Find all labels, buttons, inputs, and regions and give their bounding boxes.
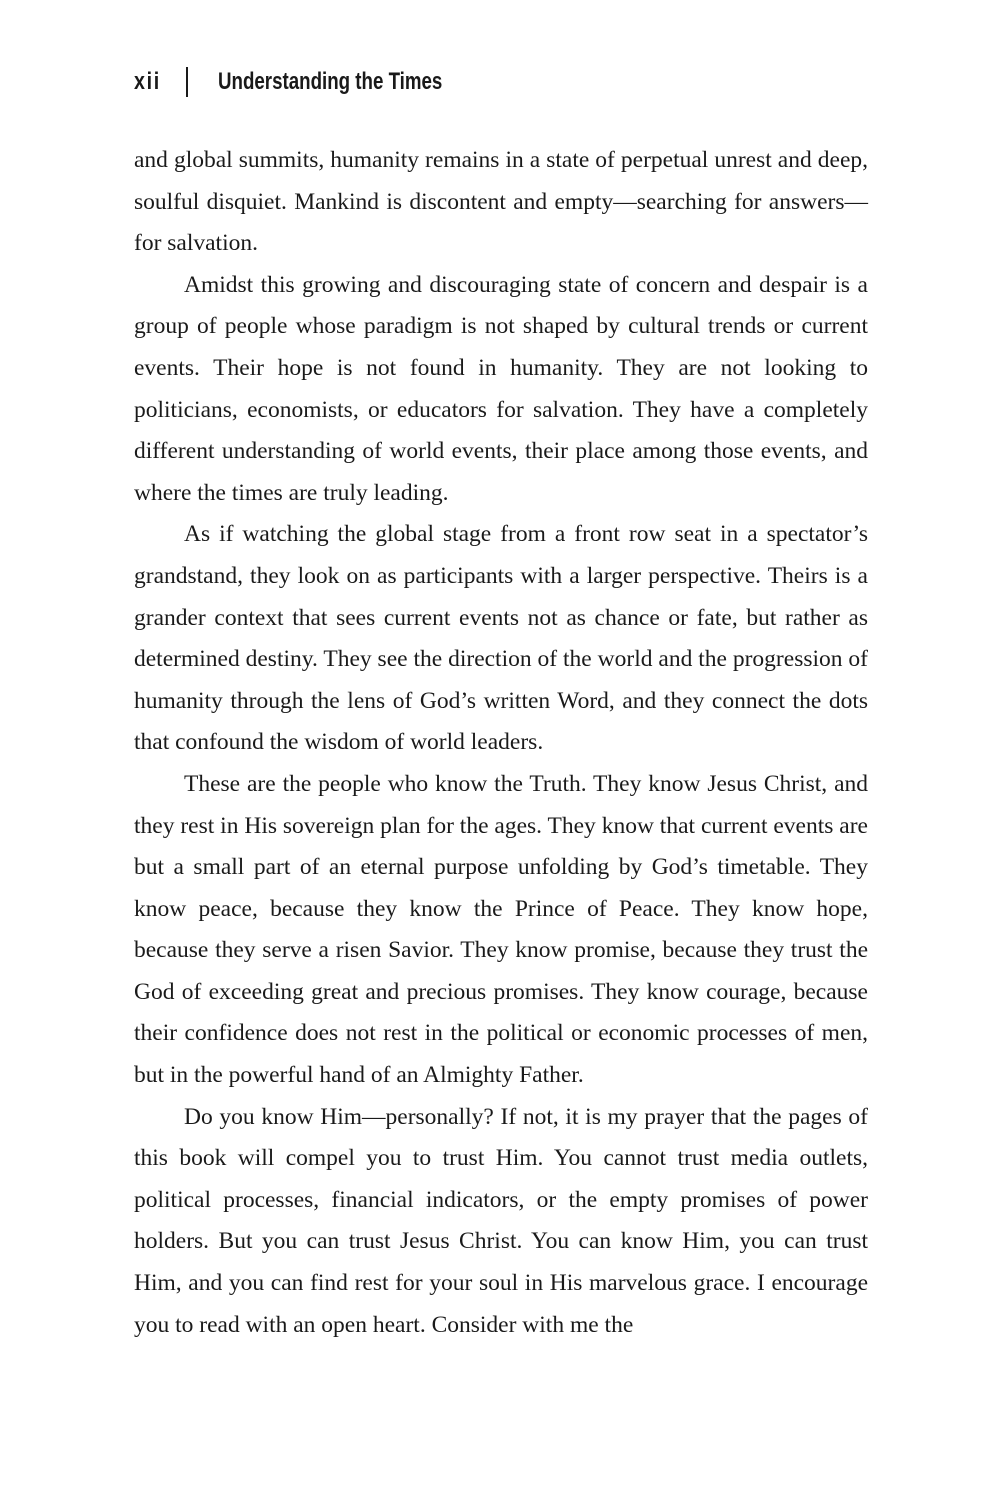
paragraph: These are the people who know the Truth. They know Jesus Christ, and they rest in His sovereign plan for the ages. They know that current events are but a small part of an eternal purpose unfolding by God’s timetable. They know peace, because they know the Prince of Peace. They know hope, because they serve a risen Savior. They know promise, because they trust the God of exceeding great and precious promises. They know courage, because their confidence does not rest in the political or economic processes of men, but in the powerful hand of an Almighty Father. (134, 770, 868, 1089)
body-text (134, 140, 868, 1346)
running-title: Understanding the Times (218, 68, 443, 95)
paragraph: Do you know Him—personally? If not, it is my prayer that the pages of this book will compel you to trust Him. You cannot trust media outlets, political processes, financial indicators, or the empty promises of power holders. But you can trust Jesus Christ. You can know Him, you can trust Him, and you can find rest for your soul in His marvelous grace. I encourage you to read with an open heart. Consider with me the (134, 1103, 868, 1338)
page-number: xii (134, 68, 161, 95)
paragraph: Amidst this growing and discouraging state of concern and despair is a group of people whose paradigm is not shaped by cultural trends or current events. Their hope is not found in humanity. They are not looking to politicians, economists, or educators for salvation. They have a completely different understanding of world events, their place among those events, and where the times are truly leading. (134, 271, 868, 506)
running-head (134, 62, 506, 102)
paragraph-continued: and global summits, humanity remains in a state of perpetual unrest and deep, soulful disquiet. Mankind is discontent and empty—searching for answers—for salvation. (134, 147, 868, 257)
paragraph: As if watching the global stage from a front row seat in a spectator’s grandstand, they look on as participants with a larger perspective. Theirs is a grander context that sees current events not as chance or fate, but rather as determined destiny. They see the direction of the world and the progression of humanity through the lens of God’s written Word, and they connect the dots that confound the wisdom of world leaders. (134, 521, 868, 756)
header-divider (186, 67, 188, 97)
